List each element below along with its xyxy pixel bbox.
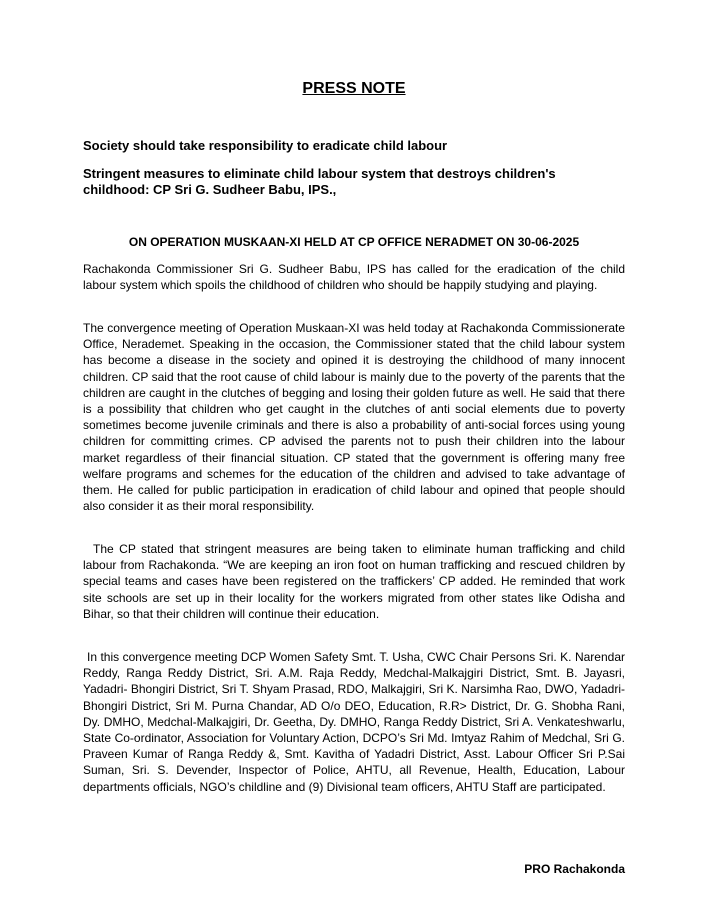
subheading-stringent-measures: Stringent measures to eliminate child labour system that destroys children's childhood: CP Sri G. Sudheer Babu, IPS., bbox=[83, 166, 556, 197]
paragraph-intro: Rachakonda Commissioner Sri G. Sudheer Babu, IPS has called for the eradication of the child labour system which spoils the childhood of children who should be happily studying and playing. bbox=[83, 262, 625, 293]
paragraph-participants: In this convergence meeting DCP Women Safety Smt. T. Usha, CWC Chair Persons Sri. K. Narendar Reddy, Ranga Reddy District, Sri. A.M. Raja Reddy, Medchal-Malkajgiri District, Smt. B. Jayasri, Yadadri- Bhongiri District, Sri T. Shyam Prasad, RDO, Malkajgiri, Sri K. Narsimha Rao, DWO, Yadadri- Bhongiri District, Sri M. Purna Chandar, AD O/o DEO, Education, R.R> District, Dr. G. Shobha Rani, Dy. DMHO, Medchal-Malkajgiri, Dr. Geetha, Dy. DMHO, Ranga Reddy District, Sri A. Venkateshwarlu, State Co-ordinator, Association for Voluntary Action, DCPO’s Sri Md. Imtyaz Rahim of Medchal, Sri G. Praveen Kumar of Ranga Reddy &, Smt. Kavitha of Yadadri District, Asst. Labour Officer Sri P.Sai Suman, Sri. S. Devender, Inspector of Police, AHTU, all Revenue, Health, Education, Labour departments officials, NGO’s childline and (9) Divisional team officers, AHTU Staff are participated. bbox=[83, 650, 625, 794]
paragraph-trafficking-measures: The CP stated that stringent measures are being taken to eliminate human trafficking and child labour from Rachakonda. “We are keeping an iron foot on human trafficking and rescued children by special teams and cases have been registered on the traffickers’ CP added. He reminded that work site schools are set up in their locality for the workers migrated from other states like Odisha and Bihar, so that their children will continue their education. bbox=[83, 542, 625, 621]
paragraph-convergence-meeting: The convergence meeting of Operation Muskaan-XI was held today at Rachakonda Commissionerate Office, Nerademet. Speaking in the occasion, the Commissioner stated that the child labour system has become a disease in the society and opined it is destroying the childhood of many innocent children. CP said that the root cause of child labour is mainly due to the poverty of the parents that the children are caught in the clutches of begging and losing their golden future as well. He said that there is a possibility that children who get caught in the clutches of anti social elements due to poverty sometimes become juvenile criminals and there is also a probability of anti-social forces using young children for committing crimes. CP advised the parents not to push their children into the labour market regardless of their financial situation. CP stated that the government is offering many free welfare programs and schemes for the education of the children and advised to take advantage of them. He called for public participation in eradication of child labour and opined that people should also consider it as their moral responsibility. bbox=[83, 321, 625, 514]
occasion-heading: ON OPERATION MUSKAAN-XI HELD AT CP OFFICE NERADMET ON 30-06-2025 bbox=[128, 235, 580, 249]
page-title: PRESS NOTE bbox=[302, 80, 406, 97]
signature: PRO Rachakonda bbox=[524, 862, 625, 876]
subheading-society-responsibility: Society should take responsibility to eradicate child labour bbox=[83, 138, 448, 153]
